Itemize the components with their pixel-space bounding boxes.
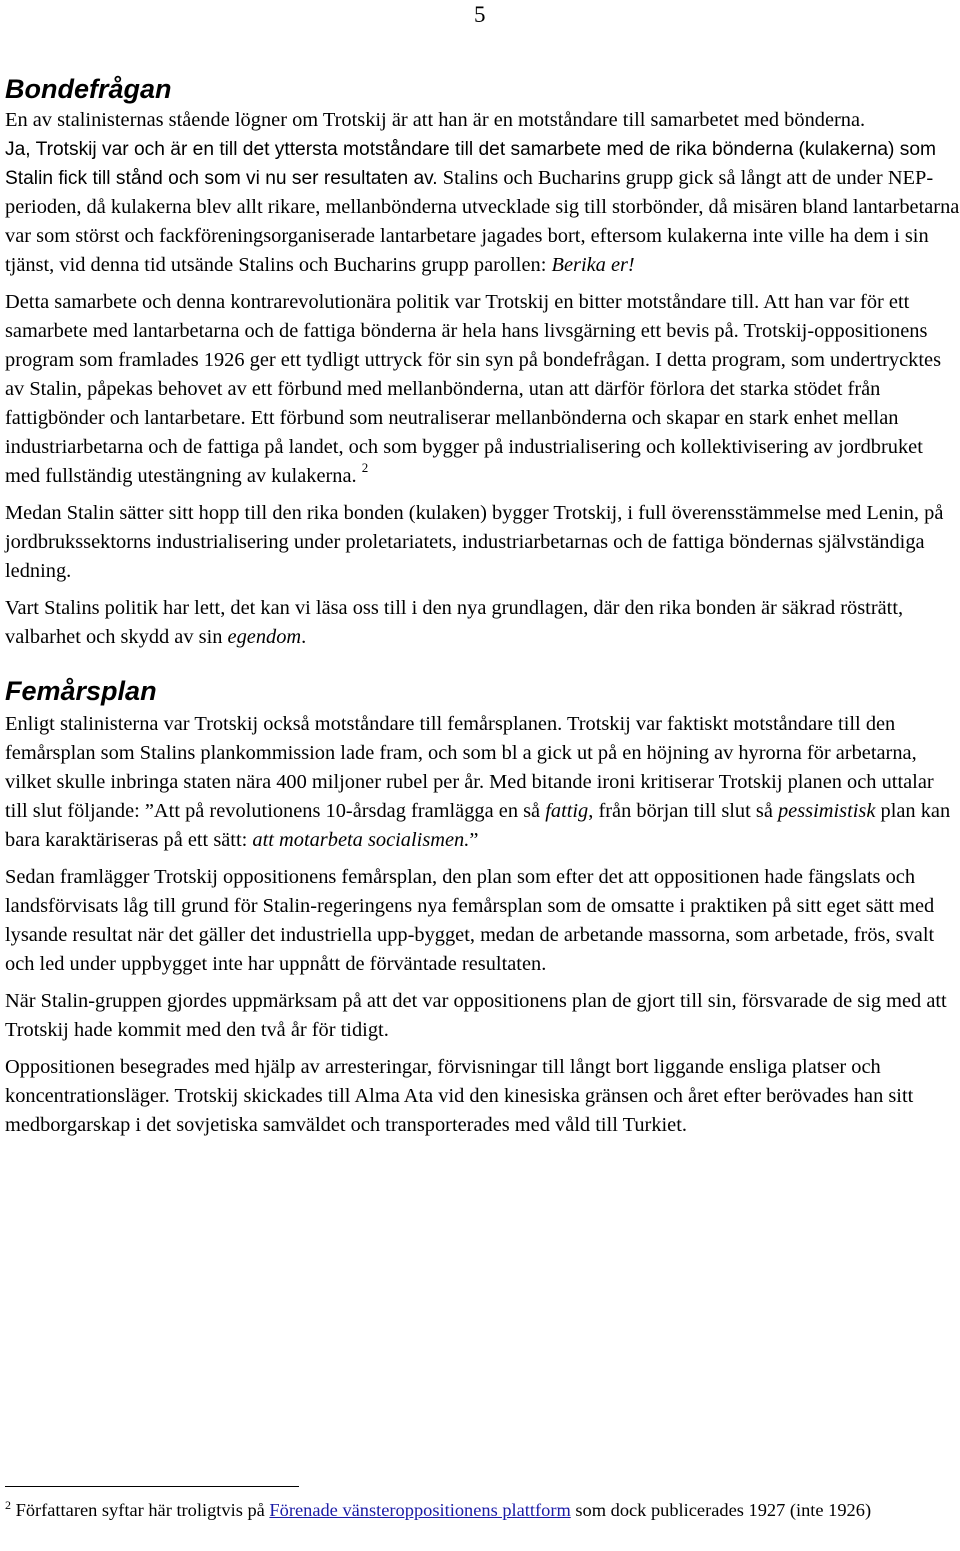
paragraph-segment: ” — [469, 829, 479, 851]
paragraph-opposition-plan: Sedan framlägger Trotskij oppositionens femårsplan, den plan som efter det att oppositionen hade fängslats och landsförvisats låg till grund för Stalin-regeringens nya femårsplan som de omsatte i praktiken på sitt eget sätt med lysande resultat när det gäller det industriella upp-bygget, medan de arbetande massorna, som arbetade, frös, svalt och led under uppbygget inte har uppnått de förväntade resultaten. — [5, 866, 935, 975]
paragraph-segment: . — [301, 626, 307, 648]
paragraph-segment: plan kan bara karaktäriseras på ett sätt: — [5, 800, 951, 851]
italic-word: fattig — [545, 800, 589, 822]
italic-quote: att motarbeta socialismen. — [252, 829, 470, 851]
paragraph-segment: Detta samarbete och denna kontrarevolutionära politik var Trotskij en bitter motståndare till. Att han var för ett samarbete med lantarbetarna och de fattiga bönderna är hela hans livsgärning ett bevis på. Trotskij-oppositionens program som framlades 1926 ger ett tydligt uttryck för sin syn på bondefrågan. I detta program, som undertrycktes av Stalin, påpekas behovet av ett förbund med mellanbönderna, utan att därför förlora det starka stödet från fattigbönder och lantarbetare. Ett förbund som neutraliserar mellanbönderna och skapar en stark enhet mellan industriarbetarna och de fattiga på landet, och som bygger på industrialisering och kollektivisering av jordbruket med fullständig utestängning av kulakerna. — [5, 291, 942, 487]
paragraph-kulak-cooperation — [5, 135, 960, 280]
paragraph-sans-segment: Ja, Trotskij var och är en till det yttersta motståndare till det samarbete med de rika bönderna (kulakerna) som Stalin fick till stånd och som vi nu ser resultaten av. — [5, 139, 937, 189]
footnote-number: 2 — [5, 1497, 11, 1512]
paragraph-five-year-plan — [5, 710, 960, 855]
paragraph-lenin: Medan Stalin sätter sitt hopp till den rika bonden (kulaken) bygger Trotskij, i full överensstämmelse med Lenin, på jordbrukssektorns industrialisering under proletariatets, industriarbetarnas och de fattiga böndernas självständiga ledning. — [5, 502, 944, 582]
paragraph-deportation: Oppositionen besegrades med hjälp av arresteringar, förvisningar till långt bort liggande ensliga platser och koncentrationsläger. Trotskij skickades till Alma Ata vid den kinesiska gränsen och året efter berövades han sitt medborgarskap i det sovjetiska samväldet och transporterades med våld till Turkiet. — [5, 1056, 914, 1136]
paragraph-constitution — [5, 594, 960, 652]
paragraph-segment: Enligt stalinisterna var Trotskij också motståndare till femårsplanen. Trotskij var faktiskt motståndare till den femårsplan som Stalins plankommission lade fram, och som bl a gick ut på en höjning av hyrorna för arbetarna, vilket skulle inbringa staten nära 400 miljoner rubel per år. Med bitande ironi kritiserar Trotskij planen och uttalar till slut följande: ”Att på revolutionens 10-årsdag framlägga en så — [5, 713, 934, 822]
italic-word: pessimistisk — [777, 800, 876, 822]
footnote-reference[interactable]: 2 — [361, 460, 369, 476]
italic-slogan: Berika er! — [551, 254, 635, 276]
paragraph-opposition-program — [5, 288, 960, 491]
footnote-text: Författaren syftar här troligtvis på — [11, 1500, 270, 1520]
paragraph-stalin-group: När Stalin-gruppen gjordes uppmärksam på att det var oppositionens plan de gjort till sin, försvarade de sig med att Trotskij hade kommit med den två år för tidigt. — [5, 990, 947, 1041]
footnote-text: som dock publicerades 1927 (inte 1926) — [570, 1500, 872, 1520]
heading-bondefragan: Bondefrågan — [5, 74, 172, 104]
heading-femarsplan: Femårsplan — [5, 676, 157, 706]
paragraph-segment: Stalins och Bucharins grupp gick så långt att de under NEP-perioden, då kulakerna blev allt rikare, mellanbönderna utvecklade sig till storbönder, då misären bland lantarbetarna var som störst och fackföreningsorganiserade lantarbetare jagades bort, eftersom kulakerna inte ville ha dem i sin tjänst, vid denna tid utsände Stalins och Bucharins grupp parollen: — [5, 167, 960, 276]
italic-word: egendom — [227, 626, 302, 648]
footnote-link[interactable]: Förenade vänsteroppositionens plattform — [269, 1500, 571, 1520]
footnote — [5, 1497, 960, 1524]
paragraph-segment: Vart Stalins politik har lett, det kan vi läsa oss till i den nya grundlagen, där den rika bonden är säkrad rösträtt, valbarhet och skydd av sin — [5, 597, 904, 648]
footnote-divider — [5, 1486, 299, 1487]
document-body — [5, 72, 960, 1148]
paragraph-segment: , från början till slut så — [588, 800, 778, 822]
paragraph-intro: En av stalinisternas stående lögner om Trotskij är att han är en motståndare till samarbetet med bönderna. — [5, 109, 866, 131]
page-number: 5 — [474, 2, 486, 27]
